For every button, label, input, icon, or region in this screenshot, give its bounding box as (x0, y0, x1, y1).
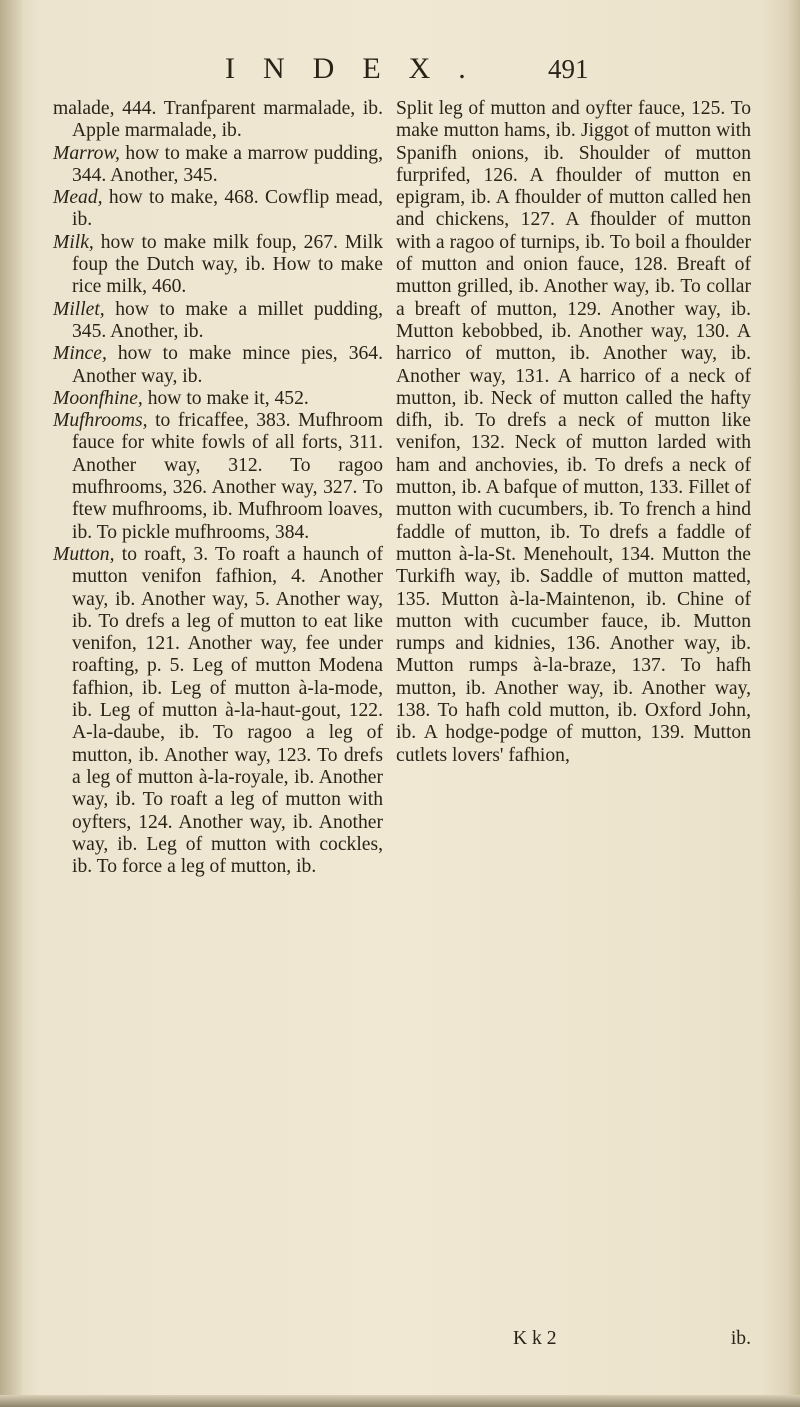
entry-heading: Mead, (53, 187, 103, 209)
signature-mark: K k 2 (513, 1328, 557, 1349)
entry-heading: Milk, (53, 231, 94, 253)
index-entry (53, 544, 383, 878)
index-entry (53, 410, 383, 544)
entry-text: to roaft, 3. To roaft a haunch of mutton venifon fafhion, 4. Another way, ib. Another way, 5. Another way, ib. To drefs a leg of mutton to eat like venifon, 121. Another way, fee under roafting, p. 5. Leg of mutton Modena fafhion, ib. Leg of mutton à-la-mode, ib. Leg of mutton à-la-haut-gout, 122. A-la-daube, ib. To ragoo a leg of mutton, ib. Another way, 123. To drefs a leg of mutton à-la-royale, ib. Another way, ib. To roaft a leg of mutton with oyfters, 124. Another way, ib. Another way, ib. Leg of mutton with cockles, ib. To force a leg of mutton, ib. (72, 543, 383, 878)
entry-heading: Millet, (53, 298, 105, 320)
index-entry (53, 343, 383, 388)
page-header (0, 52, 800, 96)
index-entry-continued: Split leg of mutton and oyfter fauce, 125. To make mutton hams, ib. Jiggot of mutton with Spanifh onions, ib. Shoulder of mutton furprifed, 126. A fhoulder of mutton en epigram, ib. A fhoulder of mutton called hen and chickens, 127. A fhoulder of mutton with a ragoo of turnips, ib. To boil a fhoulder of mutton and onion fauce, 128. Breaft of mutton grilled, ib. Another way, ib. To collar a breaft of mutton, 129. Another way, ib. Mutton kebobbed, ib. Another way, 130. A harrico of mutton, ib. Another way, ib. Another way, 131. A harrico of a neck of mutton, ib. Neck of mutton called the hafty difh, ib. To drefs a neck of mutton like venifon, 132. Neck of mutton larded with ham and anchovies, ib. To drefs a neck of mutton, ib. A bafque of mutton, 133. Fillet of mutton with cucumbers, ib. To french a hind faddle of mutton, ib. To drefs a faddle of mutton à-la-St. Menehoult, 134. Mutton the Turkifh way, ib. Saddle of mutton matted, 135. Mutton à-la-Maintenon, ib. Chine of mutton with cucumber fauce, ib. Mutton rumps and kidnies, 136. Another way, ib. Mutton rumps à-la-braze, 137. To hafh mutton, ib. Another way, ib. Another way, 138. To hafh cold mutton, ib. Oxford John, ib. A hodge-podge of mutton, 139. Mutton cutlets lovers' fafhion, (396, 98, 751, 766)
index-column-left (53, 98, 383, 878)
index-entry (53, 143, 383, 188)
entry-heading: Mutton, (53, 543, 115, 565)
index-entry (53, 232, 383, 299)
page-gutter-left (0, 0, 22, 1407)
entry-heading: Marrow, (53, 142, 120, 164)
entry-text: how to make milk foup, 267. Milk foup the Dutch way, ib. How to make rice milk, 460. (72, 231, 383, 298)
index-entry (53, 187, 383, 232)
page-number: 491 (548, 54, 589, 84)
entry-heading: Moonfhine, (53, 387, 143, 409)
entry-text: how to make it, 452. (142, 387, 309, 409)
index-column-right (396, 98, 751, 767)
index-entry (53, 388, 383, 410)
entry-text: how to make mince pies, 364. Another way, ib. (72, 343, 383, 387)
page-footer (396, 1328, 751, 1352)
page-edge-right (786, 0, 800, 1407)
entry-heading: Mince, (53, 343, 107, 365)
page-edge-bottom (0, 1395, 800, 1407)
entry-text: how to make a millet pudding, 345. Another, ib. (72, 298, 383, 342)
index-entry (53, 299, 383, 344)
entry-text: to fricaffee, 383. Mufhroom fauce for white fowls of all forts, 311. Another way, 312. To ragoo mufhrooms, 326. Another way, 327. To ftew mufhrooms, ib. Mufhroom loaves, ib. To pickle mufhrooms, 384. (72, 410, 383, 543)
entry-heading: Mufhrooms, (53, 410, 148, 432)
entry-text: malade, 444. Tranfparent marmalade, ib. Apple marmalade, ib. (53, 98, 383, 142)
running-title: INDEX. (225, 52, 494, 85)
index-entry (53, 98, 383, 143)
entry-text: how to make, 468. Cowflip mead, ib. (72, 187, 383, 231)
catchword: ib. (730, 1328, 751, 1349)
entry-text: how to make a marrow pudding, 344. Another, 345. (72, 142, 383, 186)
